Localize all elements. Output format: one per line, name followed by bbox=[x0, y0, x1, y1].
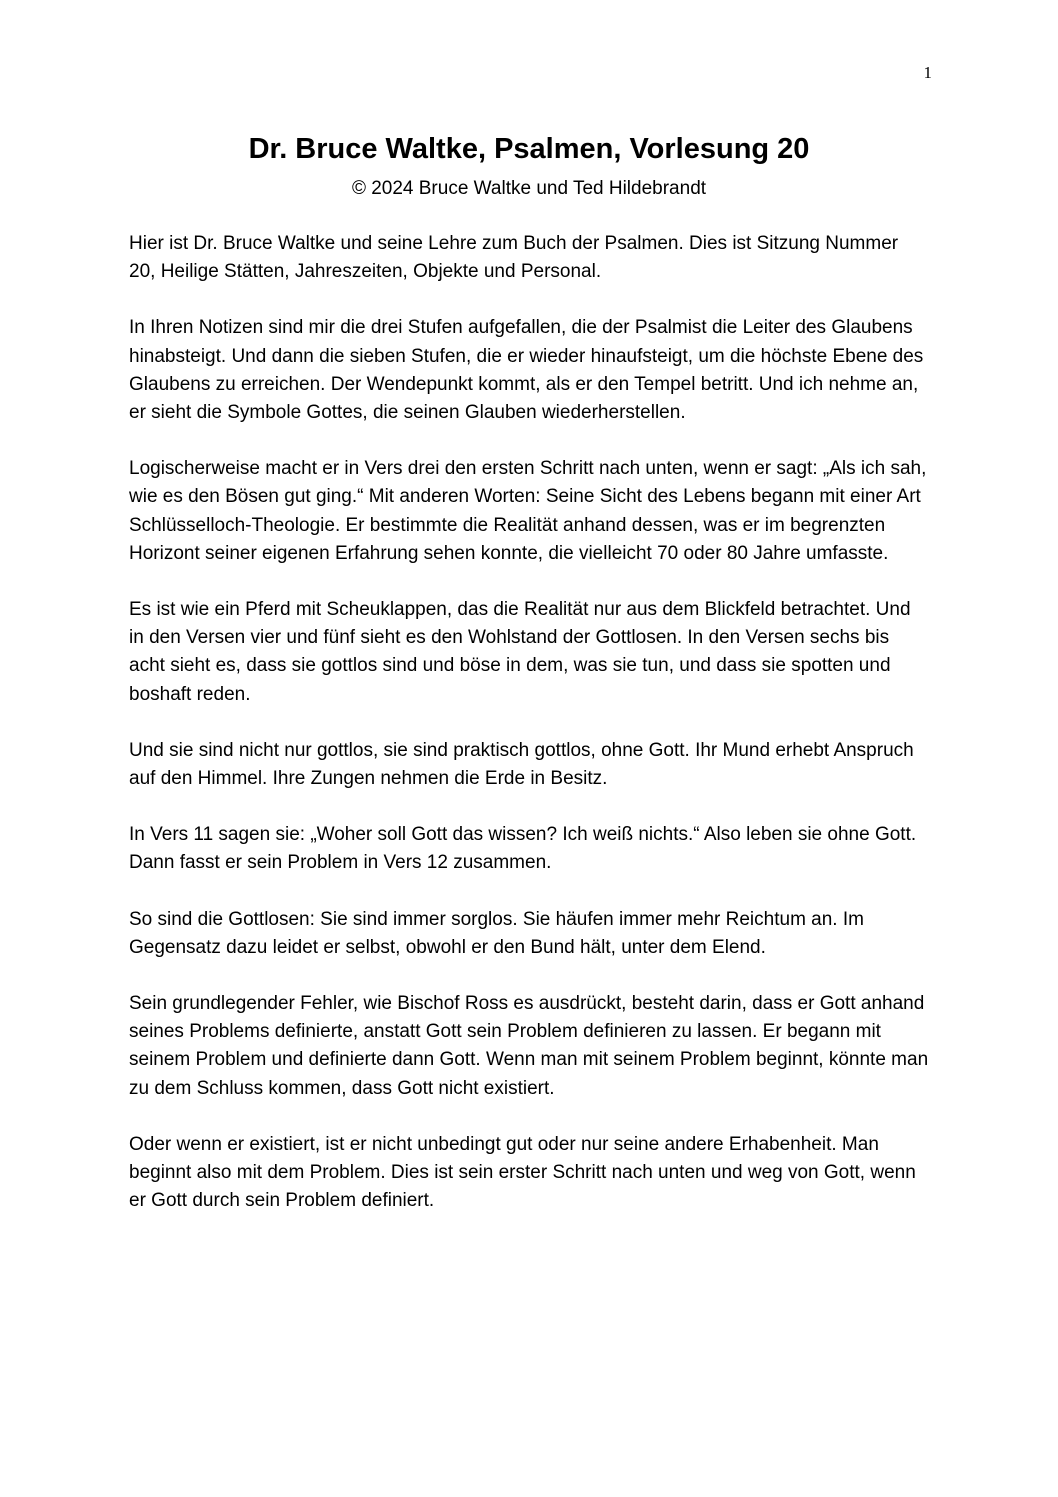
document-body bbox=[129, 230, 929, 1243]
copyright-line: © 2024 Bruce Waltke und Ted Hildebrandt bbox=[351, 178, 707, 199]
page-number: 1 bbox=[923, 63, 932, 82]
paragraph: Sein grundlegender Fehler, wie Bischof Ross es ausdrückt, besteht darin, dass er Gott anhand seines Problems definierte, anstatt Gott sein Problem definieren zu lassen. Er begann mit seinem Problem und definierte dann Gott. Wenn man mit seinem Problem beginnt, könnte man zu dem Schluss kommen, dass Gott nicht existiert. bbox=[129, 993, 929, 1099]
paragraph: Logischerweise macht er in Vers drei den ersten Schritt nach unten, wenn er sagt: „Als ich sah, wie es den Bösen gut ging.“ Mit anderen Worten: Seine Sicht des Lebens begann mit einer Art Schlüsselloch-Theologie. Er bestimmte die Realität anhand dessen, was er im begrenzten Horizont seiner eigenen Erfahrung sehen konnte, die vielleicht 70 oder 80 Jahre umfasste. bbox=[129, 458, 927, 564]
paragraph: In Ihren Notizen sind mir die drei Stufen aufgefallen, die der Psalmist die Leiter des Glaubens hinabsteigt. Und dann die sieben Stufen, die er wieder hinaufsteigt, um die höchste Ebene des Glaubens zu erreichen. Der Wendepunkt kommt, als er den Tempel betritt. Und ich nehme an, er sieht die Symbole Gottes, die seinen Glauben wiederherstellen. bbox=[129, 317, 924, 424]
paragraph: So sind die Gottlosen: Sie sind immer sorglos. Sie häufen immer mehr Reichtum an. Im Gegensatz dazu leidet er selbst, obwohl er den Bund hält, unter dem Elend. bbox=[129, 908, 864, 958]
paragraph: Hier ist Dr. Bruce Waltke und seine Lehre zum Buch der Psalmen. Dies ist Sitzung Nummer 20, Heilige Stätten, Jahreszeiten, Objekte und Personal. bbox=[129, 233, 899, 283]
paragraph: Und sie sind nicht nur gottlos, sie sind praktisch gottlos, ohne Gott. Ihr Mund erhebt Anspruch auf den Himmel. Ihre Zungen nehmen die Erde in Besitz. bbox=[129, 739, 914, 790]
document-title: Dr. Bruce Waltke, Psalmen, Vorlesung 20 bbox=[248, 133, 810, 165]
paragraph: Es ist wie ein Pferd mit Scheuklappen, das die Realität nur aus dem Blickfeld betrachtet. Und in den Versen vier und fünf sieht es den Wohlstand der Gottlosen. In den Versen sechs bis acht sieht es, dass sie gottlos sind und böse in dem, was sie tun, und dass sie spotten und boshaft reden. bbox=[129, 599, 911, 705]
paragraph: Oder wenn er existiert, ist er nicht unbedingt gut oder nur seine andere Erhabenheit. Man beginnt also mit dem Problem. Dies ist sein erster Schritt nach unten und weg von Gott, wenn er Gott durch sein Problem definiert. bbox=[129, 1133, 916, 1212]
paragraph: In Vers 11 sagen sie: „Woher soll Gott das wissen? Ich weiß nichts.“ Also leben sie ohne Gott. Dann fasst er sein Problem in Vers 12 zusammen. bbox=[129, 824, 917, 874]
